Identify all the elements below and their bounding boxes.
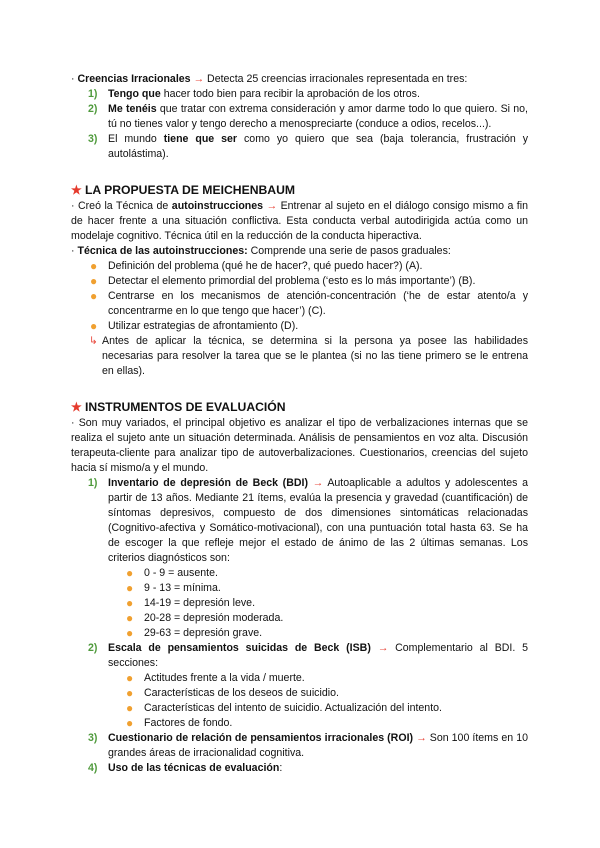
list-item — [71, 731, 528, 761]
dash: · — [71, 73, 75, 85]
item-text: Centrarse en los mecanismos de atención-concentración (‘he de estar atento/a y concentrarme en lo que tengo que hacer’) (C). — [108, 290, 528, 317]
item-number: 3) — [88, 732, 98, 744]
item-text: Definición del problema (qué he de hacer?, qué puedo hacer?) (A). — [108, 260, 423, 272]
item-number: 1) — [88, 88, 98, 100]
dash: · — [71, 245, 78, 257]
section-heading — [71, 182, 528, 198]
heading-text: INSTRUMENTOS DE EVALUACIÓN — [84, 400, 286, 414]
item-text: Autoaplicable a adultos y adolescentes a partir de 13 años. Mediante 21 ítems, evalúa la presencia y gravedad (cuantificación) de síntomas depresivos, compuesto de dos dimensiones sintomáticas relacionadas (Cognitivo-afectiva y Somático-motivacional), con una puntuación total hasta 63. Se ha de escoger la que refleje mejor el estado de ánimo de las 2 últimas semanas. Los criterios diagnósticos son: — [108, 477, 529, 564]
text: · Creó la Técnica de — [71, 200, 172, 212]
bullet-icon: ● — [90, 319, 98, 333]
list-item — [71, 641, 528, 671]
item-bold: Inventario de depresión de Beck (BDI) — [108, 477, 308, 489]
bullet-icon: ● — [126, 701, 134, 715]
list-item — [71, 87, 528, 102]
bullet-icon: ● — [126, 581, 134, 595]
list-item — [71, 611, 528, 626]
item-text: El mundo — [108, 133, 164, 145]
paragraph: · Son muy variados, el principal objetivo es analizar el tipo de verbalizaciones internas que se realiza el sujeto ante un situación determinada. Análisis de pensamientos en voz alta. Discusión terapeuta-cliente para analizar tipo de autoverbalizaciones. Cuestionarios, creencias del sujeto hacia sí mismo/a y el mundo. — [71, 417, 528, 474]
arrow-icon: → — [377, 642, 389, 654]
list-item — [71, 716, 528, 731]
bullet-icon: ● — [126, 626, 134, 640]
paragraph — [71, 244, 528, 259]
item-bold: Escala de pensamientos suicidas de Beck (ISB) — [108, 642, 371, 654]
list-item — [71, 319, 528, 334]
list-item — [71, 566, 528, 581]
item-text: 29-63 = depresión grave. — [144, 627, 263, 639]
list-item — [71, 581, 528, 596]
bullet-icon: ● — [126, 686, 134, 700]
item-text: como yo quiero que sea (baja tolerancia, frustración y autolástima). — [108, 133, 529, 160]
term-bold: Creencias Irracionales — [77, 73, 191, 85]
item-text: Complementario al BDI. 5 secciones: — [108, 642, 528, 669]
item-text: Factores de fondo. — [144, 717, 233, 729]
paragraph — [71, 199, 528, 244]
item-text: Utilizar estrategias de afrontamiento (D). — [108, 320, 299, 332]
intro-text: Detecta 25 creencias irracionales representada en tres: — [204, 73, 468, 85]
bullet-icon: ● — [126, 596, 134, 610]
item-text: : — [279, 762, 283, 774]
document-page — [71, 72, 528, 776]
list-item — [71, 259, 528, 274]
item-number: 2) — [88, 642, 98, 654]
list-item — [71, 671, 528, 686]
list-item — [71, 626, 528, 641]
item-number: 4) — [88, 762, 98, 774]
bullet-icon: ● — [126, 671, 134, 685]
star-icon: ★ — [71, 400, 82, 414]
bullet-icon: ● — [126, 611, 134, 625]
list-item — [71, 289, 528, 319]
item-text: Son 100 ítems en 10 grandes áreas de irracionalidad cognitiva. — [108, 732, 528, 759]
bullet-icon: ● — [126, 716, 134, 730]
list-item — [71, 476, 528, 566]
item-text: 9 - 13 = mínima. — [144, 582, 221, 594]
bullet-icon: ● — [90, 289, 98, 303]
list-item — [71, 686, 528, 701]
item-text: Características de los deseos de suicidio. — [144, 687, 339, 699]
list-item — [71, 761, 528, 776]
list-item — [71, 701, 528, 716]
list-item — [71, 596, 528, 611]
arrow-icon: → — [193, 73, 205, 85]
bullet-icon: ● — [90, 274, 98, 288]
item-text: 20-28 = depresión moderada. — [144, 612, 284, 624]
item-text: Características del intento de suicidio. Actualización del intento. — [144, 702, 442, 714]
item-bold: Tengo que — [108, 88, 161, 100]
bullet-icon: ● — [126, 566, 134, 580]
text: Comprende una serie de pasos graduales: — [247, 245, 451, 257]
arrow-icon: → — [266, 200, 278, 212]
item-number: 3) — [88, 133, 98, 145]
section-heading — [71, 399, 528, 415]
item-number: 2) — [88, 103, 98, 115]
item-bold: Cuestionario de relación de pensamientos irracionales (ROI) — [108, 732, 414, 744]
item-text: 14-19 = depresión leve. — [144, 597, 256, 609]
list-item — [71, 132, 528, 162]
item-text: 0 - 9 = ausente. — [144, 567, 218, 579]
item-text: que tratar con extrema consideración y amor darme todo lo que quiero. Si no, tú no tienes valor y tengo derecho a menospreciarte (conduce a odios, recelos...). — [108, 103, 528, 130]
term-bold: Técnica de las autoinstrucciones: — [77, 245, 248, 257]
return-arrow-icon: ↳ — [89, 335, 98, 347]
item-bold: Uso de las técnicas de evaluación — [108, 762, 280, 774]
note-text: Antes de aplicar la técnica, se determina si la persona ya posee las habilidades necesarias para resolver la tarea que se le plantea (si no las tiene primero se le entrena en ellas). — [102, 335, 528, 377]
heading-text: LA PROPUESTA DE MEICHENBAUM — [84, 183, 296, 197]
item-bold: Me tenéis — [108, 103, 157, 115]
text: Entrenar al sujeto en el diálogo consigo mismo a fin de hacer frente a una situación conflictiva. Esta conducta verbal autodirigida actúa como un modelaje cognitivo. Técnica útil en la reducción de la conducta hiperactiva. — [71, 200, 528, 242]
list-item — [71, 102, 528, 132]
arrow-icon: → — [416, 732, 427, 744]
item-text: hacer todo bien para recibir la aprobación de los otros. — [160, 88, 420, 100]
creencias-irracionales-intro — [71, 72, 528, 87]
bullet-icon: ● — [90, 259, 98, 273]
arrow-icon: → — [312, 477, 324, 489]
star-icon: ★ — [71, 183, 82, 197]
item-text: Detectar el elemento primordial del problema (‘esto es lo más importante’) (B). — [108, 275, 476, 287]
item-text: Actitudes frente a la vida / muerte. — [144, 672, 305, 684]
note — [71, 334, 528, 379]
term-bold: autoinstrucciones — [171, 200, 264, 212]
item-number: 1) — [88, 477, 98, 489]
item-bold: tiene que ser — [163, 133, 238, 145]
list-item — [71, 274, 528, 289]
